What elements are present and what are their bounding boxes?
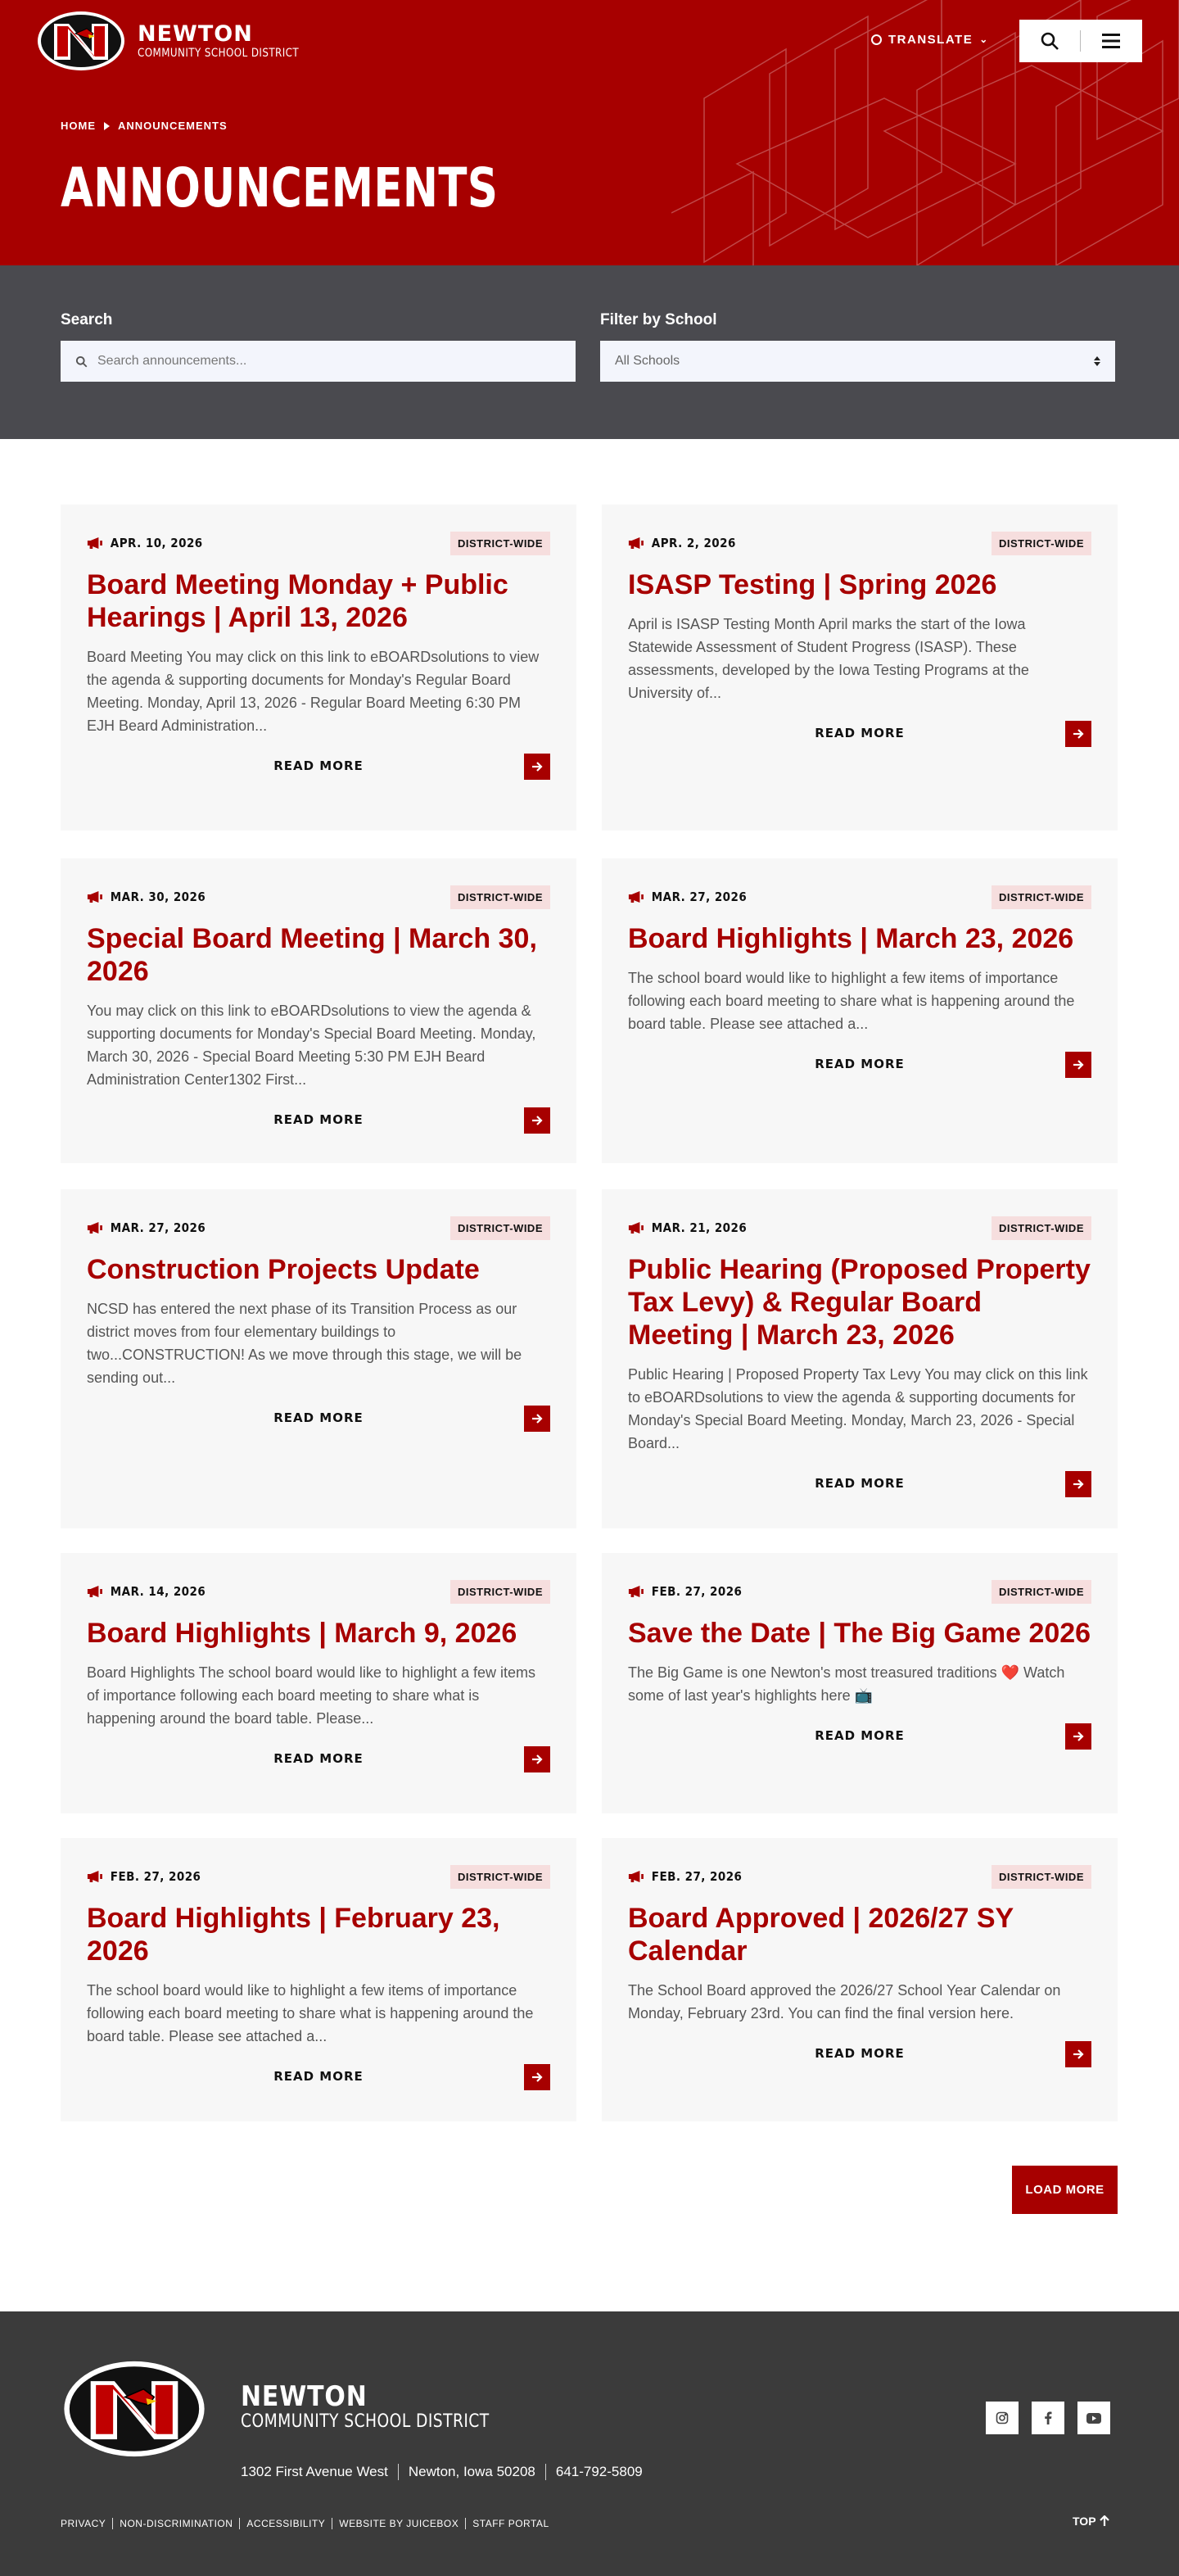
- youtube-link[interactable]: [1077, 2402, 1110, 2434]
- card-excerpt: The School Board approved the 2026/27 School Year Calendar on Monday, February 23rd. You can find the final version here.: [628, 1982, 1061, 2021]
- site-header: [0, 0, 1179, 265]
- card-title[interactable]: Public Hearing (Proposed Property Tax Levy) & Regular Board Meeting | March 23, 2026: [628, 1254, 1091, 1351]
- school-select[interactable]: [600, 341, 1115, 382]
- card-date: [87, 1869, 201, 1884]
- footer-link-website-by[interactable]: WEBSITE BY JUICEBOX: [332, 2518, 465, 2529]
- card-title[interactable]: Board Approved | 2026/27 SY Calendar: [628, 1903, 1014, 1967]
- facebook-link[interactable]: [1032, 2402, 1064, 2434]
- search-icon: [1040, 31, 1059, 51]
- announcement-card[interactable]: [61, 1838, 576, 2121]
- arrow-right-icon[interactable]: [1065, 721, 1091, 747]
- megaphone-icon: [87, 1586, 103, 1597]
- arrow-right-icon[interactable]: [524, 1107, 550, 1134]
- card-date-text: APR. 2, 2026: [651, 536, 736, 550]
- card-date-text: APR. 10, 2026: [110, 536, 203, 550]
- school-filter-label: Filter by School: [600, 311, 717, 328]
- megaphone-icon: [628, 891, 644, 903]
- logo-subtitle: COMMUNITY SCHOOL DISTRICT: [138, 47, 300, 60]
- megaphone-icon: [87, 537, 103, 549]
- footer-links: [61, 2518, 556, 2529]
- search-filter: [61, 311, 576, 439]
- megaphone-icon: [628, 1222, 644, 1234]
- district-wide-tag: DISTRICT-WIDE: [992, 885, 1091, 909]
- card-date: [628, 1584, 742, 1599]
- youtube-icon: [1086, 2413, 1101, 2424]
- card-excerpt: You may click on this link to eBOARDsolutions to view the agenda & supporting documents for Monday's Special Board Meeting. Monday, March 30, 2026 - Special Board Meeting 5:30 PM EJH Beard Administration Center1302 First...: [87, 1003, 536, 1088]
- card-date: [87, 536, 203, 550]
- megaphone-icon: [87, 1222, 103, 1234]
- card-title[interactable]: Board Highlights | February 23, 2026: [87, 1903, 500, 1967]
- arrow-right-icon[interactable]: [524, 1746, 550, 1772]
- district-wide-tag: DISTRICT-WIDE: [450, 532, 550, 555]
- footer-link-staff-portal[interactable]: STAFF PORTAL: [465, 2518, 555, 2529]
- breadcrumb-current: ANNOUNCEMENTS: [118, 120, 228, 132]
- megaphone-icon: [628, 537, 644, 549]
- read-more-link[interactable]: READ MORE: [273, 2069, 364, 2084]
- card-title[interactable]: Board Highlights | March 23, 2026: [628, 923, 1074, 954]
- search-label: Search: [61, 311, 113, 328]
- card-date-text: FEB. 27, 2026: [651, 1869, 743, 1884]
- menu-button[interactable]: [1081, 20, 1141, 62]
- read-more-link[interactable]: READ MORE: [815, 1057, 905, 1071]
- footer-contact: [241, 2464, 653, 2480]
- search-input[interactable]: [61, 341, 576, 382]
- card-excerpt: April is ISASP Testing Month April marks the start of the Iowa Statewide Assessment of Student Progress (ISASP). These assessments, developed by the Iowa Testing Programs at the University of...: [628, 616, 1029, 701]
- district-wide-tag: DISTRICT-WIDE: [992, 1216, 1091, 1240]
- social-links: [986, 2402, 1110, 2434]
- card-excerpt: Public Hearing | Proposed Property Tax Levy You may click on this link to eBOARDsolutions to view the agenda & supporting documents for Monday's Special Board Meeting. Monday, March 23, 2026 - Special Board...: [628, 1366, 1088, 1451]
- card-date: [628, 1220, 747, 1235]
- announcement-card[interactable]: [602, 1189, 1118, 1528]
- footer-city: Newton, Iowa 50208: [398, 2464, 545, 2480]
- megaphone-icon: [87, 891, 103, 903]
- search-placeholder: Search announcements...: [97, 354, 247, 368]
- load-more-button[interactable]: LOAD MORE: [1012, 2166, 1118, 2214]
- read-more-link[interactable]: READ MORE: [815, 1476, 905, 1491]
- select-arrows-icon: [1094, 356, 1100, 366]
- footer-district-name: NEWTON: [241, 2380, 368, 2413]
- card-title[interactable]: Board Meeting Monday + Public Hearings | April 13, 2026: [87, 569, 508, 633]
- card-date-text: FEB. 27, 2026: [110, 1869, 201, 1884]
- card-date: [628, 536, 736, 550]
- district-wide-tag: DISTRICT-WIDE: [992, 1865, 1091, 1889]
- page-title: ANNOUNCEMENTS: [61, 156, 499, 220]
- announcement-card[interactable]: [602, 858, 1118, 1163]
- filter-bar: [0, 265, 1179, 439]
- card-title[interactable]: Save the Date | The Big Game 2026: [628, 1618, 1091, 1649]
- translate-label: TRANSLATE: [888, 32, 973, 47]
- footer-link-accessibility[interactable]: ACCESSIBILITY: [239, 2518, 332, 2529]
- megaphone-icon: [628, 1586, 644, 1597]
- district-wide-tag: DISTRICT-WIDE: [450, 1580, 550, 1604]
- footer-phone[interactable]: 641-792-5809: [545, 2464, 653, 2480]
- card-excerpt: Board Meeting You may click on this link to eBOARDsolutions to view the agenda & supporting documents for Monday's Regular Board Meeting. Monday, April 13, 2026 - Regular Board Meeting 6:30 PM EJH Beard Administration...: [87, 649, 540, 734]
- card-title[interactable]: Construction Projects Update: [87, 1254, 480, 1285]
- arrow-right-icon[interactable]: [524, 2064, 550, 2090]
- announcement-card[interactable]: [602, 1553, 1118, 1813]
- announcement-card[interactable]: [61, 1553, 576, 1813]
- arrow-right-icon[interactable]: [524, 1406, 550, 1432]
- hamburger-menu-icon: [1102, 34, 1120, 48]
- card-date: [87, 1584, 206, 1599]
- site-logo[interactable]: [36, 9, 328, 73]
- announcement-card[interactable]: [61, 1189, 576, 1528]
- district-wide-tag: DISTRICT-WIDE: [450, 1216, 550, 1240]
- read-more-link[interactable]: READ MORE: [273, 1112, 364, 1127]
- card-excerpt: Board Highlights The school board would like to highlight a few items of importance following each board meeting to share what is happening around the board table. Please...: [87, 1664, 535, 1727]
- arrow-right-icon[interactable]: [1065, 1723, 1091, 1750]
- top-bar: [0, 0, 1179, 82]
- card-date: [628, 1869, 742, 1884]
- card-date: [628, 890, 747, 904]
- arrow-right-icon[interactable]: [524, 754, 550, 780]
- card-title[interactable]: ISASP Testing | Spring 2026: [628, 569, 997, 600]
- back-to-top-label: TOP: [1073, 2515, 1096, 2528]
- arrow-up-icon: [1100, 2515, 1109, 2527]
- arrow-right-icon[interactable]: [1065, 1471, 1091, 1497]
- card-date-text: MAR. 21, 2026: [651, 1220, 748, 1235]
- cardinal-logo-icon: [36, 9, 126, 73]
- chevron-right-icon: [104, 122, 110, 130]
- school-filter: [600, 311, 1115, 439]
- translate-button[interactable]: [871, 29, 989, 49]
- footer-link-privacy[interactable]: PRIVACY: [61, 2518, 106, 2529]
- site-footer: [0, 2311, 1179, 2576]
- card-title[interactable]: Special Board Meeting | March 30, 2026: [87, 923, 537, 987]
- read-more-link[interactable]: READ MORE: [273, 1410, 364, 1425]
- district-wide-tag: DISTRICT-WIDE: [992, 532, 1091, 555]
- globe-icon: [871, 34, 882, 45]
- card-date: [87, 890, 206, 904]
- search-icon: [75, 355, 88, 368]
- footer-district-subtitle: COMMUNITY SCHOOL DISTRICT: [241, 2411, 490, 2432]
- card-excerpt: The school board would like to highlight a few items of importance following each board meeting to share what is happening around the board table. Please see attached a...: [87, 1982, 534, 2044]
- card-excerpt: The school board would like to highlight a few items of importance following each board meeting to share what is happening around the board table. Please see attached a...: [628, 970, 1075, 1032]
- read-more-link[interactable]: READ MORE: [273, 1751, 364, 1766]
- district-wide-tag: DISTRICT-WIDE: [450, 1865, 550, 1889]
- card-date-text: MAR. 27, 2026: [651, 890, 748, 904]
- announcement-card[interactable]: [61, 505, 576, 831]
- breadcrumb: [61, 120, 228, 132]
- announcement-card[interactable]: [602, 505, 1118, 831]
- instagram-icon: [996, 2411, 1009, 2424]
- announcement-card[interactable]: [61, 858, 576, 1163]
- card-excerpt: NCSD has entered the next phase of its Transition Process as our district moves from four elementary buildings to two...CONSTRUCTION! As we move through this stage, we will be sending out...: [87, 1301, 522, 1386]
- card-title[interactable]: Board Highlights | March 9, 2026: [87, 1618, 517, 1649]
- card-date: [87, 1220, 206, 1235]
- card-date-text: MAR. 27, 2026: [110, 1220, 206, 1235]
- announcements-grid: [0, 439, 1179, 2311]
- instagram-link[interactable]: [986, 2402, 1019, 2434]
- arrow-right-icon[interactable]: [1065, 1052, 1091, 1078]
- read-more-link[interactable]: READ MORE: [815, 1728, 905, 1743]
- announcement-card[interactable]: [602, 1838, 1118, 2121]
- back-to-top-link[interactable]: [1073, 2515, 1109, 2528]
- logo-name: NEWTON: [138, 21, 253, 47]
- district-wide-tag: DISTRICT-WIDE: [992, 1580, 1091, 1604]
- chevron-down-icon: ⌄: [979, 34, 989, 45]
- card-date-text: MAR. 30, 2026: [110, 890, 206, 904]
- footer-address: 1302 First Avenue West: [241, 2464, 388, 2479]
- card-date-text: FEB. 27, 2026: [651, 1584, 743, 1599]
- read-more-link[interactable]: READ MORE: [273, 758, 364, 773]
- card-excerpt: The Big Game is one Newton's most treasured traditions ❤️ Watch some of last year's highlights here 📺: [628, 1664, 1065, 1704]
- arrow-right-icon[interactable]: [1065, 2041, 1091, 2067]
- school-select-value: All Schools: [615, 354, 680, 368]
- cardinal-logo-icon[interactable]: [61, 2357, 208, 2461]
- megaphone-icon: [628, 1871, 644, 1882]
- header-tools: [1019, 20, 1142, 62]
- breadcrumb-home[interactable]: HOME: [61, 120, 96, 132]
- read-more-link[interactable]: READ MORE: [815, 726, 905, 740]
- district-wide-tag: DISTRICT-WIDE: [450, 885, 550, 909]
- search-button[interactable]: [1019, 20, 1080, 62]
- facebook-icon: [1044, 2411, 1052, 2424]
- read-more-link[interactable]: READ MORE: [815, 2046, 905, 2061]
- footer-link-non-discrimination[interactable]: NON-DISCRIMINATION: [112, 2518, 239, 2529]
- megaphone-icon: [87, 1871, 103, 1882]
- card-date-text: MAR. 14, 2026: [110, 1584, 206, 1599]
